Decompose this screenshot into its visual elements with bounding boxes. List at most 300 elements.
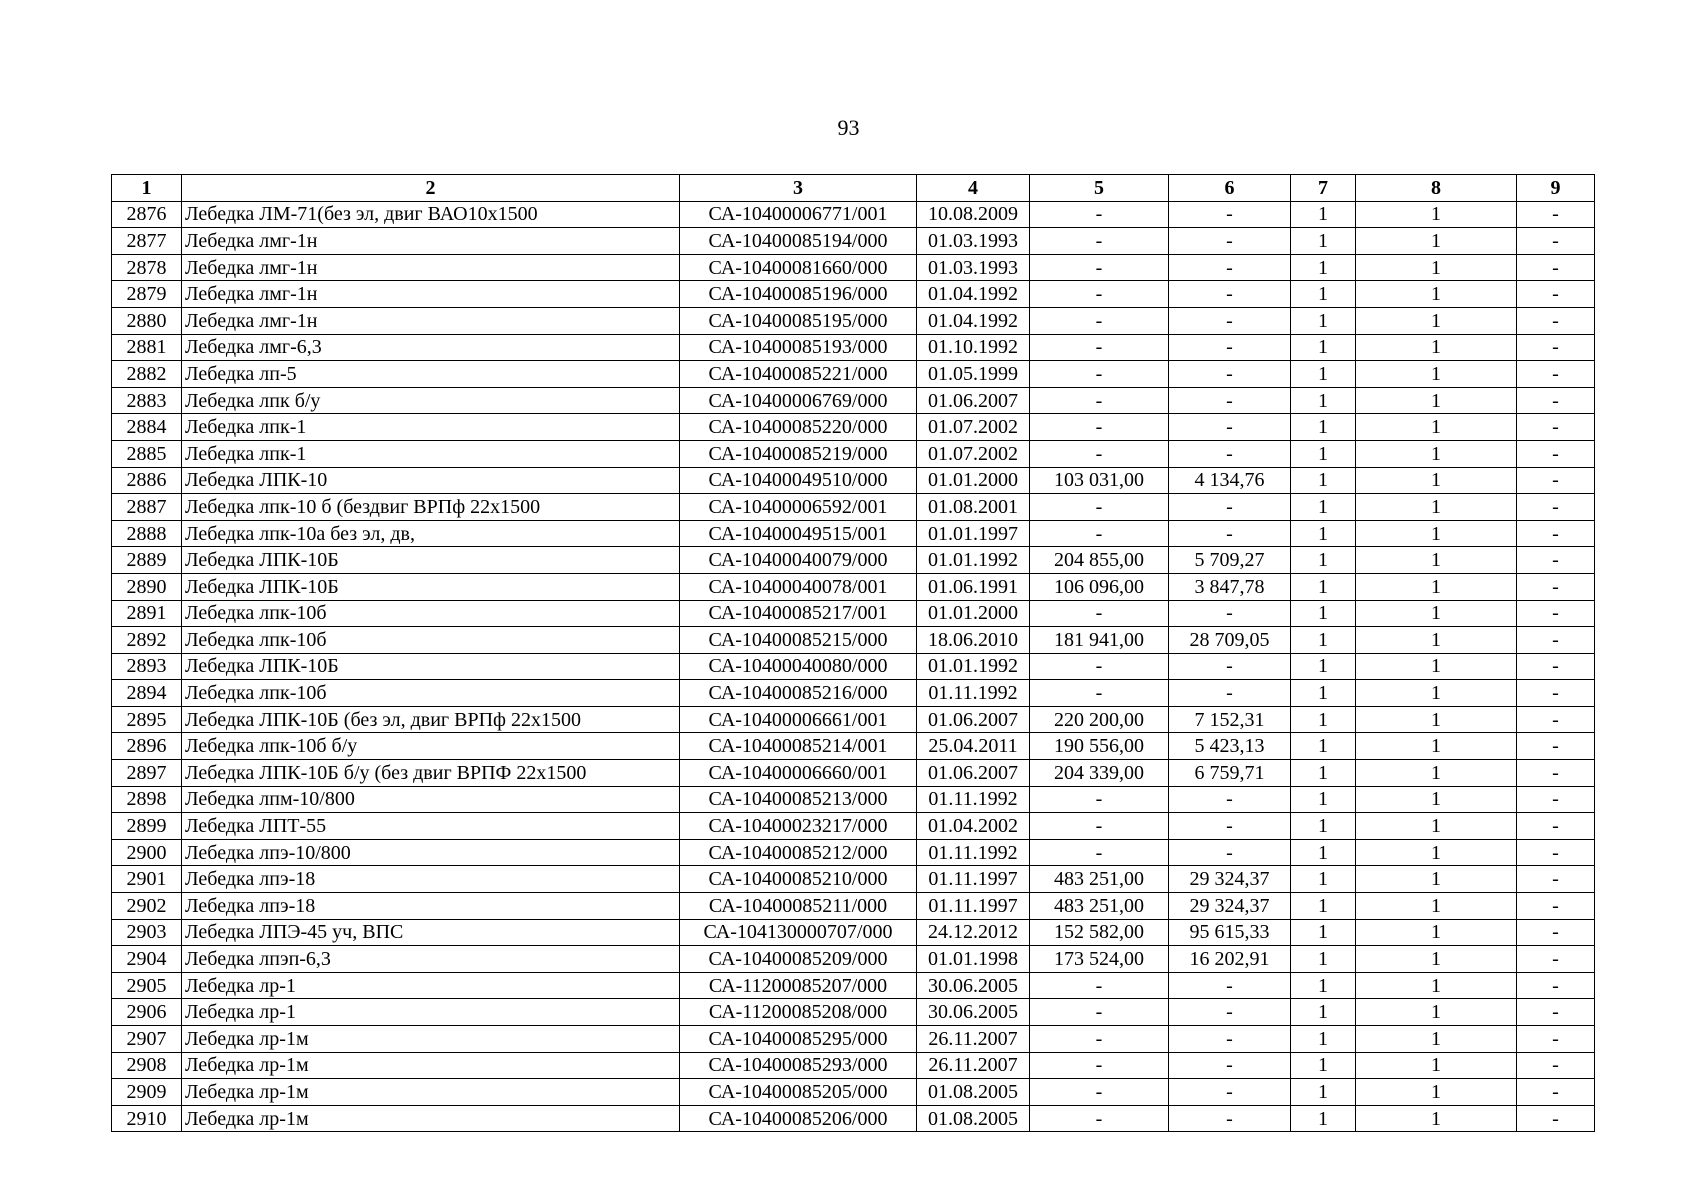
table-row [112, 760, 1595, 787]
quantity-col-8-cell: 1 [1356, 760, 1517, 787]
item-name-cell: Лебедка лмг-1н [182, 228, 680, 255]
quantity-col-8-cell: 1 [1356, 1079, 1517, 1106]
value-col-9-cell: - [1517, 1105, 1595, 1132]
header-row [112, 175, 1595, 202]
date-cell: 24.12.2012 [917, 919, 1030, 946]
value-col-6-cell: 6 759,71 [1169, 760, 1291, 787]
value-col-6-cell: - [1169, 813, 1291, 840]
value-col-6-cell: 7 152,31 [1169, 706, 1291, 733]
value-col-6-cell: 5 709,27 [1169, 547, 1291, 574]
table-row [112, 972, 1595, 999]
inventory-code-cell: СА-10400085293/000 [680, 1052, 917, 1079]
row-number-cell: 2906 [112, 999, 182, 1026]
value-col-9-cell: - [1517, 361, 1595, 388]
value-col-9-cell: - [1517, 653, 1595, 680]
column-header: 1 [112, 175, 182, 202]
value-col-6-cell: - [1169, 786, 1291, 813]
table-row [112, 627, 1595, 654]
date-cell: 01.11.1992 [917, 680, 1030, 707]
inventory-code-cell: СА-10400085194/000 [680, 228, 917, 255]
quantity-col-7-cell: 1 [1291, 1105, 1356, 1132]
date-cell: 25.04.2011 [917, 733, 1030, 760]
value-col-5-cell: - [1030, 786, 1169, 813]
value-col-9-cell: - [1517, 627, 1595, 654]
date-cell: 01.06.2007 [917, 387, 1030, 414]
column-header: 2 [182, 175, 680, 202]
item-name-cell: Лебедка лр-1 [182, 999, 680, 1026]
quantity-col-8-cell: 1 [1356, 520, 1517, 547]
inventory-code-cell: СА-10400085215/000 [680, 627, 917, 654]
quantity-col-8-cell: 1 [1356, 893, 1517, 920]
quantity-col-8-cell: 1 [1356, 706, 1517, 733]
date-cell: 01.11.1997 [917, 866, 1030, 893]
quantity-col-7-cell: 1 [1291, 972, 1356, 999]
value-col-9-cell: - [1517, 334, 1595, 361]
quantity-col-8-cell: 1 [1356, 467, 1517, 494]
table-row [112, 600, 1595, 627]
quantity-col-8-cell: 1 [1356, 680, 1517, 707]
value-col-5-cell: - [1030, 228, 1169, 255]
table-row [112, 334, 1595, 361]
value-col-5-cell: - [1030, 839, 1169, 866]
table-row [112, 786, 1595, 813]
inventory-code-cell: СА-10400085217/001 [680, 600, 917, 627]
inventory-code-cell: СА-10400085213/000 [680, 786, 917, 813]
value-col-5-cell: - [1030, 653, 1169, 680]
quantity-col-7-cell: 1 [1291, 680, 1356, 707]
row-number-cell: 2902 [112, 893, 182, 920]
column-header: 7 [1291, 175, 1356, 202]
value-col-9-cell: - [1517, 680, 1595, 707]
column-header: 9 [1517, 175, 1595, 202]
value-col-6-cell: - [1169, 387, 1291, 414]
value-col-6-cell: 28 709,05 [1169, 627, 1291, 654]
value-col-6-cell: - [1169, 1052, 1291, 1079]
date-cell: 01.06.2007 [917, 760, 1030, 787]
item-name-cell: Лебедка лпк-1 [182, 414, 680, 441]
value-col-5-cell: - [1030, 600, 1169, 627]
quantity-col-8-cell: 1 [1356, 813, 1517, 840]
table-row [112, 919, 1595, 946]
value-col-6-cell: - [1169, 839, 1291, 866]
item-name-cell: Лебедка ЛМ-71(без эл, двиг ВАО10х1500 [182, 201, 680, 228]
table-row [112, 361, 1595, 388]
inventory-code-cell: СА-10400085209/000 [680, 946, 917, 973]
date-cell: 26.11.2007 [917, 1026, 1030, 1053]
value-col-6-cell: - [1169, 520, 1291, 547]
value-col-9-cell: - [1517, 201, 1595, 228]
date-cell: 01.01.1992 [917, 547, 1030, 574]
quantity-col-8-cell: 1 [1356, 440, 1517, 467]
row-number-cell: 2881 [112, 334, 182, 361]
row-number-cell: 2886 [112, 467, 182, 494]
inventory-code-cell: СА-10400006769/000 [680, 387, 917, 414]
value-col-9-cell: - [1517, 520, 1595, 547]
column-header: 3 [680, 175, 917, 202]
value-col-9-cell: - [1517, 600, 1595, 627]
item-name-cell: Лебедка лпм-10/800 [182, 786, 680, 813]
date-cell: 01.10.1992 [917, 334, 1030, 361]
item-name-cell: Лебедка лмг-1н [182, 307, 680, 334]
date-cell: 01.07.2002 [917, 440, 1030, 467]
row-number-cell: 2882 [112, 361, 182, 388]
table-row [112, 228, 1595, 255]
date-cell: 01.11.1992 [917, 839, 1030, 866]
table-row [112, 839, 1595, 866]
value-col-9-cell: - [1517, 281, 1595, 308]
value-col-5-cell: 483 251,00 [1030, 893, 1169, 920]
value-col-5-cell: 204 339,00 [1030, 760, 1169, 787]
table-row [112, 893, 1595, 920]
row-number-cell: 2889 [112, 547, 182, 574]
quantity-col-7-cell: 1 [1291, 494, 1356, 521]
value-col-6-cell: - [1169, 440, 1291, 467]
row-number-cell: 2887 [112, 494, 182, 521]
quantity-col-7-cell: 1 [1291, 547, 1356, 574]
row-number-cell: 2908 [112, 1052, 182, 1079]
date-cell: 01.08.2005 [917, 1105, 1030, 1132]
quantity-col-7-cell: 1 [1291, 414, 1356, 441]
column-header: 6 [1169, 175, 1291, 202]
value-col-5-cell: - [1030, 334, 1169, 361]
item-name-cell: Лебедка ЛПК-10 [182, 467, 680, 494]
value-col-5-cell: - [1030, 1105, 1169, 1132]
date-cell: 30.06.2005 [917, 972, 1030, 999]
quantity-col-8-cell: 1 [1356, 387, 1517, 414]
table-row [112, 387, 1595, 414]
table-row [112, 1026, 1595, 1053]
item-name-cell: Лебедка лпк-10 б (бездвиг ВРПф 22х1500 [182, 494, 680, 521]
quantity-col-7-cell: 1 [1291, 361, 1356, 388]
quantity-col-7-cell: 1 [1291, 281, 1356, 308]
row-number-cell: 2900 [112, 839, 182, 866]
quantity-col-7-cell: 1 [1291, 866, 1356, 893]
quantity-col-8-cell: 1 [1356, 866, 1517, 893]
quantity-col-8-cell: 1 [1356, 1052, 1517, 1079]
row-number-cell: 2877 [112, 228, 182, 255]
item-name-cell: Лебедка лпк-1 [182, 440, 680, 467]
inventory-code-cell: СА-10400085193/000 [680, 334, 917, 361]
value-col-6-cell: - [1169, 281, 1291, 308]
table-row [112, 1079, 1595, 1106]
table-row [112, 440, 1595, 467]
item-name-cell: Лебедка лмг-1н [182, 254, 680, 281]
date-cell: 01.11.1997 [917, 893, 1030, 920]
column-header: 5 [1030, 175, 1169, 202]
table-row [112, 706, 1595, 733]
inventory-code-cell: СА-10400023217/000 [680, 813, 917, 840]
quantity-col-7-cell: 1 [1291, 839, 1356, 866]
value-col-5-cell: 106 096,00 [1030, 573, 1169, 600]
item-name-cell: Лебедка лп-5 [182, 361, 680, 388]
quantity-col-8-cell: 1 [1356, 547, 1517, 574]
quantity-col-7-cell: 1 [1291, 627, 1356, 654]
value-col-9-cell: - [1517, 547, 1595, 574]
inventory-code-cell: СА-10400040080/000 [680, 653, 917, 680]
value-col-9-cell: - [1517, 414, 1595, 441]
page-number: 93 [837, 115, 860, 140]
item-name-cell: Лебедка лпэ-18 [182, 866, 680, 893]
value-col-6-cell: - [1169, 600, 1291, 627]
table-row [112, 733, 1595, 760]
quantity-col-8-cell: 1 [1356, 334, 1517, 361]
quantity-col-8-cell: 1 [1356, 919, 1517, 946]
quantity-col-7-cell: 1 [1291, 440, 1356, 467]
table-row [112, 414, 1595, 441]
quantity-col-7-cell: 1 [1291, 600, 1356, 627]
quantity-col-8-cell: 1 [1356, 1026, 1517, 1053]
item-name-cell: Лебедка ЛПК-10Б [182, 653, 680, 680]
value-col-5-cell: 190 556,00 [1030, 733, 1169, 760]
table-row [112, 201, 1595, 228]
value-col-6-cell: 3 847,78 [1169, 573, 1291, 600]
quantity-col-7-cell: 1 [1291, 946, 1356, 973]
row-number-cell: 2893 [112, 653, 182, 680]
row-number-cell: 2894 [112, 680, 182, 707]
quantity-col-7-cell: 1 [1291, 706, 1356, 733]
row-number-cell: 2907 [112, 1026, 182, 1053]
table-row [112, 307, 1595, 334]
value-col-6-cell: - [1169, 999, 1291, 1026]
date-cell: 01.01.1998 [917, 946, 1030, 973]
item-name-cell: Лебедка лпэ-18 [182, 893, 680, 920]
date-cell: 01.06.1991 [917, 573, 1030, 600]
item-name-cell: Лебедка ЛПЭ-45 уч, ВПС [182, 919, 680, 946]
item-name-cell: Лебедка ЛПК-10Б б/у (без двиг ВРПФ 22х1500 [182, 760, 680, 787]
value-col-9-cell: - [1517, 972, 1595, 999]
quantity-col-7-cell: 1 [1291, 334, 1356, 361]
value-col-9-cell: - [1517, 494, 1595, 521]
inventory-code-cell: СА-10400049510/000 [680, 467, 917, 494]
row-number-cell: 2878 [112, 254, 182, 281]
value-col-6-cell: 4 134,76 [1169, 467, 1291, 494]
value-col-6-cell: 95 615,33 [1169, 919, 1291, 946]
value-col-5-cell: 220 200,00 [1030, 706, 1169, 733]
value-col-5-cell: - [1030, 387, 1169, 414]
value-col-5-cell: 204 855,00 [1030, 547, 1169, 574]
quantity-col-7-cell: 1 [1291, 893, 1356, 920]
date-cell: 01.04.1992 [917, 281, 1030, 308]
row-number-cell: 2904 [112, 946, 182, 973]
quantity-col-8-cell: 1 [1356, 201, 1517, 228]
value-col-5-cell: 152 582,00 [1030, 919, 1169, 946]
quantity-col-8-cell: 1 [1356, 573, 1517, 600]
quantity-col-8-cell: 1 [1356, 307, 1517, 334]
value-col-5-cell: 483 251,00 [1030, 866, 1169, 893]
date-cell: 01.01.2000 [917, 600, 1030, 627]
value-col-6-cell: - [1169, 254, 1291, 281]
row-number-cell: 2897 [112, 760, 182, 787]
value-col-5-cell: 173 524,00 [1030, 946, 1169, 973]
value-col-9-cell: - [1517, 1079, 1595, 1106]
inventory-code-cell: СА-10400040079/000 [680, 547, 917, 574]
quantity-col-7-cell: 1 [1291, 228, 1356, 255]
value-col-6-cell: - [1169, 361, 1291, 388]
value-col-9-cell: - [1517, 999, 1595, 1026]
item-name-cell: Лебедка лр-1м [182, 1026, 680, 1053]
value-col-5-cell: - [1030, 680, 1169, 707]
item-name-cell: Лебедка лпк б/у [182, 387, 680, 414]
quantity-col-8-cell: 1 [1356, 1105, 1517, 1132]
date-cell: 01.03.1993 [917, 254, 1030, 281]
inventory-table [111, 174, 1595, 1132]
inventory-code-cell: СА-10400085221/000 [680, 361, 917, 388]
row-number-cell: 2903 [112, 919, 182, 946]
item-name-cell: Лебедка лр-1м [182, 1079, 680, 1106]
table-row [112, 520, 1595, 547]
table-row [112, 999, 1595, 1026]
value-col-9-cell: - [1517, 760, 1595, 787]
inventory-code-cell: СА-10400085195/000 [680, 307, 917, 334]
value-col-5-cell: 181 941,00 [1030, 627, 1169, 654]
quantity-col-7-cell: 1 [1291, 307, 1356, 334]
inventory-code-cell: СА-10400085206/000 [680, 1105, 917, 1132]
value-col-6-cell: - [1169, 680, 1291, 707]
value-col-9-cell: - [1517, 254, 1595, 281]
value-col-5-cell: - [1030, 307, 1169, 334]
value-col-6-cell: - [1169, 1105, 1291, 1132]
value-col-5-cell: 103 031,00 [1030, 467, 1169, 494]
table-row [112, 813, 1595, 840]
date-cell: 01.05.1999 [917, 361, 1030, 388]
quantity-col-7-cell: 1 [1291, 999, 1356, 1026]
value-col-5-cell: - [1030, 361, 1169, 388]
quantity-col-8-cell: 1 [1356, 972, 1517, 999]
date-cell: 18.06.2010 [917, 627, 1030, 654]
item-name-cell: Лебедка лпк-10б б/у [182, 733, 680, 760]
table-body [112, 201, 1595, 1132]
value-col-5-cell: - [1030, 999, 1169, 1026]
value-col-6-cell: - [1169, 201, 1291, 228]
inventory-code-cell: СА-10400085211/000 [680, 893, 917, 920]
date-cell: 01.11.1992 [917, 786, 1030, 813]
quantity-col-7-cell: 1 [1291, 573, 1356, 600]
quantity-col-8-cell: 1 [1356, 946, 1517, 973]
date-cell: 01.06.2007 [917, 706, 1030, 733]
value-col-6-cell: 29 324,37 [1169, 866, 1291, 893]
value-col-9-cell: - [1517, 813, 1595, 840]
value-col-9-cell: - [1517, 307, 1595, 334]
value-col-5-cell: - [1030, 414, 1169, 441]
quantity-col-7-cell: 1 [1291, 1079, 1356, 1106]
inventory-code-cell: СА-10400085210/000 [680, 866, 917, 893]
table-row [112, 467, 1595, 494]
quantity-col-7-cell: 1 [1291, 813, 1356, 840]
row-number-cell: 2879 [112, 281, 182, 308]
item-name-cell: Лебедка лмг-1н [182, 281, 680, 308]
table-row [112, 1052, 1595, 1079]
table-row [112, 653, 1595, 680]
row-number-cell: 2884 [112, 414, 182, 441]
row-number-cell: 2892 [112, 627, 182, 654]
quantity-col-7-cell: 1 [1291, 520, 1356, 547]
value-col-9-cell: - [1517, 919, 1595, 946]
value-col-6-cell: 16 202,91 [1169, 946, 1291, 973]
value-col-9-cell: - [1517, 866, 1595, 893]
item-name-cell: Лебедка лр-1м [182, 1105, 680, 1132]
value-col-6-cell: - [1169, 1079, 1291, 1106]
value-col-9-cell: - [1517, 467, 1595, 494]
table-row [112, 946, 1595, 973]
table-row [112, 866, 1595, 893]
row-number-cell: 2901 [112, 866, 182, 893]
quantity-col-8-cell: 1 [1356, 733, 1517, 760]
quantity-col-8-cell: 1 [1356, 786, 1517, 813]
item-name-cell: Лебедка лр-1м [182, 1052, 680, 1079]
value-col-5-cell: - [1030, 1079, 1169, 1106]
date-cell: 01.07.2002 [917, 414, 1030, 441]
date-cell: 01.01.2000 [917, 467, 1030, 494]
value-col-9-cell: - [1517, 706, 1595, 733]
date-cell: 30.06.2005 [917, 999, 1030, 1026]
value-col-5-cell: - [1030, 254, 1169, 281]
value-col-5-cell: - [1030, 201, 1169, 228]
quantity-col-7-cell: 1 [1291, 733, 1356, 760]
row-number-cell: 2898 [112, 786, 182, 813]
column-header: 8 [1356, 175, 1517, 202]
inventory-code-cell: СА-10400006660/001 [680, 760, 917, 787]
inventory-code-cell: СА-10400040078/001 [680, 573, 917, 600]
value-col-9-cell: - [1517, 228, 1595, 255]
date-cell: 01.03.1993 [917, 228, 1030, 255]
item-name-cell: Лебедка лпк-10б [182, 627, 680, 654]
row-number-cell: 2880 [112, 307, 182, 334]
date-cell: 26.11.2007 [917, 1052, 1030, 1079]
value-col-9-cell: - [1517, 440, 1595, 467]
quantity-col-7-cell: 1 [1291, 919, 1356, 946]
quantity-col-8-cell: 1 [1356, 414, 1517, 441]
inventory-code-cell: СА-10400085219/000 [680, 440, 917, 467]
inventory-code-cell: СА-10400049515/001 [680, 520, 917, 547]
row-number-cell: 2905 [112, 972, 182, 999]
row-number-cell: 2891 [112, 600, 182, 627]
inventory-code-cell: СА-10400085216/000 [680, 680, 917, 707]
item-name-cell: Лебедка лмг-6,3 [182, 334, 680, 361]
inventory-code-cell: СА-10400085205/000 [680, 1079, 917, 1106]
item-name-cell: Лебедка лпк-10б [182, 680, 680, 707]
item-name-cell: Лебедка лпк-10б [182, 600, 680, 627]
value-col-5-cell: - [1030, 281, 1169, 308]
inventory-code-cell: СА-10400006661/001 [680, 706, 917, 733]
quantity-col-7-cell: 1 [1291, 254, 1356, 281]
quantity-col-8-cell: 1 [1356, 627, 1517, 654]
table-row [112, 1105, 1595, 1132]
quantity-col-7-cell: 1 [1291, 201, 1356, 228]
row-number-cell: 2899 [112, 813, 182, 840]
quantity-col-8-cell: 1 [1356, 999, 1517, 1026]
value-col-6-cell: 5 423,13 [1169, 733, 1291, 760]
row-number-cell: 2876 [112, 201, 182, 228]
inventory-code-cell: СА-10400085196/000 [680, 281, 917, 308]
item-name-cell: Лебедка лпэп-6,3 [182, 946, 680, 973]
value-col-6-cell: - [1169, 494, 1291, 521]
quantity-col-8-cell: 1 [1356, 600, 1517, 627]
item-name-cell: Лебедка ЛПК-10Б [182, 573, 680, 600]
date-cell: 01.08.2005 [917, 1079, 1030, 1106]
value-col-6-cell: - [1169, 307, 1291, 334]
row-number-cell: 2890 [112, 573, 182, 600]
value-col-5-cell: - [1030, 440, 1169, 467]
value-col-9-cell: - [1517, 786, 1595, 813]
value-col-9-cell: - [1517, 1052, 1595, 1079]
row-number-cell: 2883 [112, 387, 182, 414]
value-col-6-cell: - [1169, 414, 1291, 441]
inventory-code-cell: СА-10400006771/001 [680, 201, 917, 228]
value-col-9-cell: - [1517, 733, 1595, 760]
date-cell: 01.04.1992 [917, 307, 1030, 334]
quantity-col-7-cell: 1 [1291, 760, 1356, 787]
value-col-9-cell: - [1517, 1026, 1595, 1053]
